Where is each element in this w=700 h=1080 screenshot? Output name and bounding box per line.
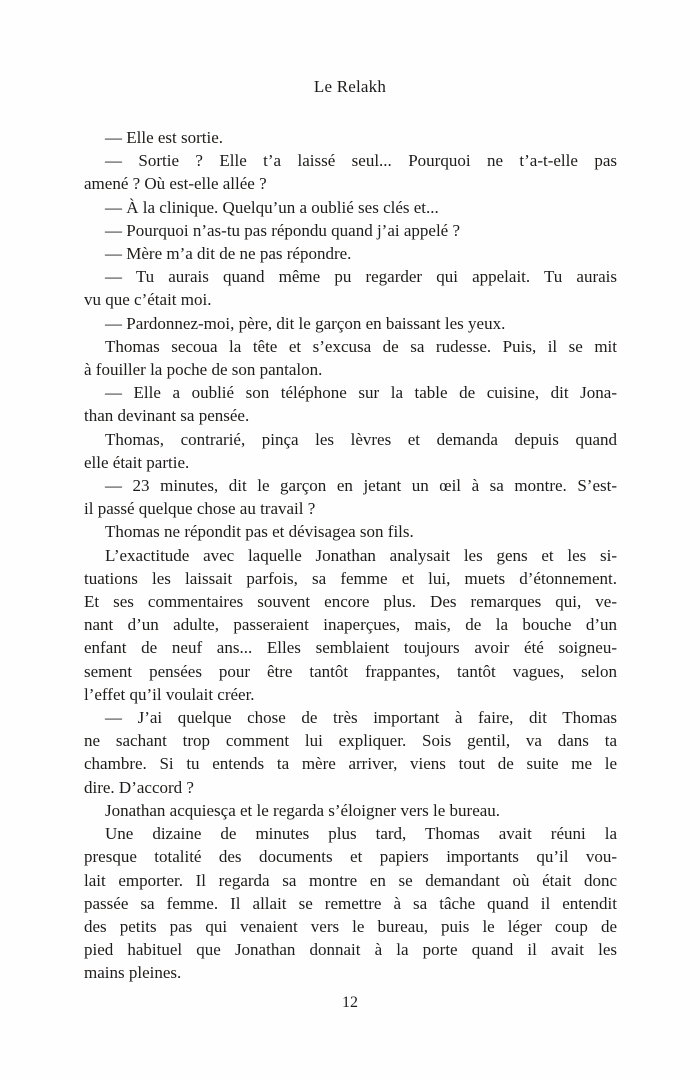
text-line: il passé quelque chose au travail ?	[84, 499, 316, 519]
text-line: — À la clinique. Quelqu’un a oublié ses clés et...	[105, 197, 439, 217]
text-line: pied habituel que Jonathan donnait à la porte quand il avait les	[84, 940, 617, 960]
running-header: Le Relakh	[313, 77, 387, 96]
text-line: sement pensées pour être tantôt frappantes, tantôt vagues, selon	[84, 661, 617, 681]
text-line: — Pourquoi n’as-tu pas répondu quand j’ai appelé ?	[105, 220, 461, 240]
text-line: Une dizaine de minutes plus tard, Thomas avait réuni la	[105, 824, 617, 844]
text-line: nant d’un adulte, passeraient inaperçues, mais, de la bouche d’un	[84, 615, 617, 635]
text-line: L’exactitude avec laquelle Jonathan analysait les gens et les si-	[105, 545, 617, 565]
text-line: tuations les laissait parfois, sa femme et lui, muets d’étonnement.	[84, 568, 617, 588]
text-line: Jonathan acquiesça et le regarda s’éloigner vers le bureau.	[105, 800, 501, 820]
text-line: enfant de neuf ans... Elles semblaient toujours avoir été soigneu-	[84, 638, 617, 658]
text-line: lait emporter. Il regarda sa montre en se demandant où était donc	[84, 870, 617, 890]
text-line: amené ? Où est-elle allée ?	[84, 174, 267, 194]
text-line: elle était partie.	[84, 452, 190, 472]
text-line: passée sa femme. Il allait se remettre à sa tâche quand il entendit	[84, 893, 617, 913]
text-line: — Tu aurais quand même pu regarder qui appelait. Tu aurais	[105, 267, 617, 287]
text-line: presque totalité des documents et papiers importants qu’il vou-	[84, 847, 617, 867]
text-line: vu que c’était moi.	[84, 290, 212, 310]
text-line: than devinant sa pensée.	[84, 406, 250, 426]
text-line: à fouiller la poche de son pantalon.	[84, 360, 323, 380]
text-line: Thomas ne répondit pas et dévisagea son fils.	[105, 522, 414, 542]
text-line: Thomas, contrarié, pinça les lèvres et demanda depuis quand	[105, 429, 617, 449]
text-block	[84, 126, 617, 985]
text-line: — Mère m’a dit de ne pas répondre.	[105, 244, 352, 264]
page-number: 12	[342, 994, 358, 1011]
text-line: — 23 minutes, dit le garçon en jetant un œil à sa montre. S’est-	[105, 476, 617, 496]
text-line: Et ses commentaires souvent encore plus. Des remarques qui, ve-	[84, 592, 617, 612]
text-line: l’effet qu’il voulait créer.	[84, 684, 255, 704]
text-line: ne sachant trop comment lui expliquer. Sois gentil, va dans ta	[84, 731, 617, 751]
text-line: — Elle est sortie.	[105, 128, 224, 147]
text-line: des petits pas qui venaient vers le bureau, puis le léger coup de	[84, 916, 617, 936]
text-line: chambre. Si tu entends ta mère arriver, viens tout de suite me le	[84, 754, 617, 774]
text-line: — J’ai quelque chose de très important à faire, dit Thomas	[105, 708, 617, 728]
text-line: — Elle a oublié son téléphone sur la table de cuisine, dit Jona-	[105, 383, 617, 403]
text-line: mains pleines.	[84, 963, 182, 983]
text-line: — Pardonnez-moi, père, dit le garçon en baissant les yeux.	[105, 313, 506, 333]
text-line: — Sortie ? Elle t’a laissé seul... Pourquoi ne t’a-t-elle pas	[105, 151, 617, 171]
text-line: dire. D’accord ?	[84, 777, 194, 797]
text-line: Thomas secoua la tête et s’excusa de sa rudesse. Puis, il se mit	[105, 336, 617, 356]
